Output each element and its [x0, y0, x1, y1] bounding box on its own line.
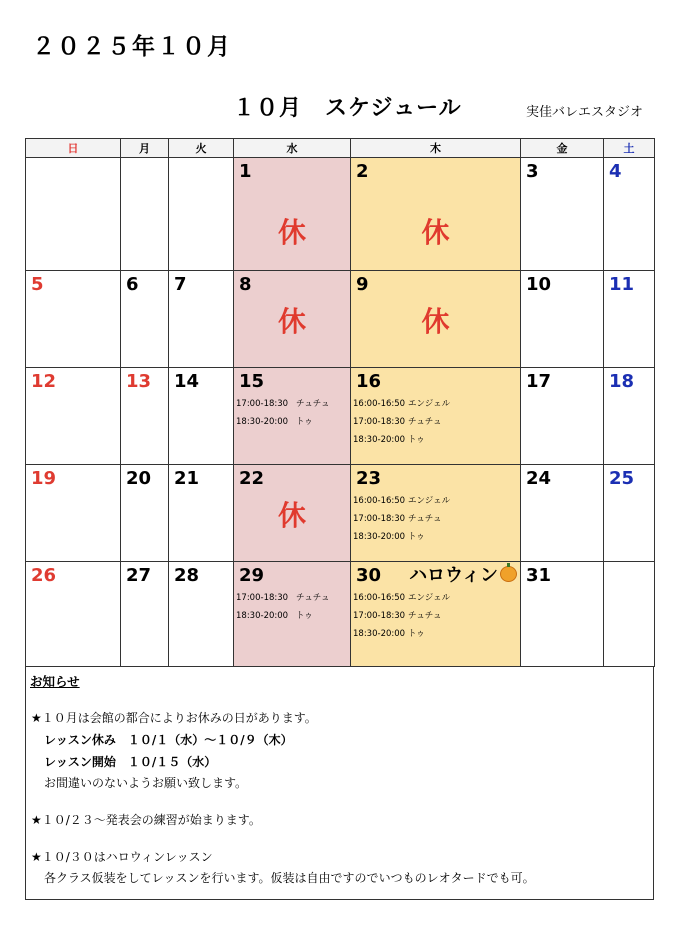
notice-line: ★１０月は会館の都合によりお休みの日があります。: [31, 711, 317, 725]
class-list: [353, 395, 520, 449]
day-cell-22: [234, 465, 351, 562]
day-cell-10: [521, 271, 604, 368]
day-number: 13: [126, 371, 152, 393]
week-row-2: [26, 271, 655, 368]
class-entry: [353, 589, 520, 607]
notice-line: ★１０/３０はハロウィンレッスン: [31, 850, 213, 864]
closed-label: 休: [277, 216, 306, 250]
class-entry: [353, 510, 520, 528]
day-cell-empty: [26, 158, 121, 271]
day-number: 23: [356, 468, 382, 490]
day-number: 22: [239, 468, 265, 490]
calendar-table: [25, 138, 655, 667]
class-entry: [353, 413, 520, 431]
day-number: 25: [609, 468, 635, 490]
day-number: 19: [31, 468, 57, 490]
class-time: 17:00-18:30: [236, 592, 289, 603]
class-entry: [353, 431, 520, 449]
class-time: 18:30-20:00: [353, 532, 406, 543]
weekday-sat: 土: [604, 139, 655, 158]
class-entry: [353, 395, 520, 413]
class-entry: [236, 413, 350, 431]
class-name: チュチュ: [408, 514, 442, 525]
day-cell-14: [169, 368, 234, 465]
class-name: エンジェル: [408, 496, 451, 507]
day-number: 17: [526, 371, 552, 393]
day-number: 14: [174, 371, 200, 393]
class-time: 18:30-20:00: [353, 435, 406, 446]
day-number: 29: [239, 564, 265, 586]
week-row-1: [26, 158, 655, 271]
weekday-thu: 木: [351, 139, 521, 158]
day-cell-30: [351, 561, 521, 666]
day-cell-6: [121, 271, 169, 368]
class-time: 17:00-18:30: [236, 399, 289, 410]
day-cell-27: [121, 561, 169, 666]
day-cell-12: [26, 368, 121, 465]
day-cell-2: [351, 158, 521, 271]
day-cell-28: [169, 561, 234, 666]
weekday-sun: 日: [26, 139, 121, 158]
day-cell-19: [26, 465, 121, 562]
day-number: 4: [609, 161, 622, 183]
day-number: 12: [31, 371, 57, 393]
schedule-title: １０月 スケジュール: [233, 96, 462, 121]
day-cell-16: [351, 368, 521, 465]
closed-label: 休: [421, 216, 450, 250]
class-name: トゥ: [408, 628, 425, 639]
day-number: 7: [174, 274, 187, 296]
notice-line: 各クラス仮装をしてレッスンを行います。仮装は自由ですのでいつものレオタードでも可。: [44, 871, 535, 885]
notice-box: [25, 666, 654, 900]
day-cell-8: [234, 271, 351, 368]
weekday-wed: 水: [234, 139, 351, 158]
day-number: 31: [526, 564, 552, 586]
day-number: 11: [609, 274, 635, 296]
day-number: 8: [239, 274, 252, 296]
class-name: チュチュ: [296, 399, 330, 410]
notice-line: レッスン休み １０/１（水）〜１０/９（木）: [44, 733, 293, 747]
class-time: 18:30-20:00: [236, 610, 289, 621]
day-cell-24: [521, 465, 604, 562]
day-cell-23: [351, 465, 521, 562]
day-cell-4: [604, 158, 655, 271]
weekday-header-row: [26, 139, 655, 158]
class-name: エンジェル: [408, 399, 451, 410]
day-number: 2: [356, 161, 369, 183]
closed-label: 休: [421, 305, 450, 339]
class-name: トゥ: [408, 532, 425, 543]
day-cell-empty: [604, 561, 655, 666]
day-cell-5: [26, 271, 121, 368]
day-number: 6: [126, 274, 139, 296]
day-cell-20: [121, 465, 169, 562]
day-number: 30: [356, 564, 382, 586]
class-list: [236, 589, 350, 625]
class-list: [236, 395, 350, 431]
class-entry: [236, 395, 350, 413]
day-cell-empty: [169, 158, 234, 271]
day-cell-3: [521, 158, 604, 271]
day-cell-21: [169, 465, 234, 562]
day-number: 15: [239, 371, 265, 393]
class-entry: [353, 528, 520, 546]
class-name: チュチュ: [408, 610, 442, 621]
day-cell-25: [604, 465, 655, 562]
class-list: [353, 492, 520, 546]
class-time: 18:30-20:00: [236, 417, 289, 428]
day-number-with-event: [356, 566, 520, 586]
class-time: 16:00-16:50: [353, 592, 406, 603]
day-number: 10: [526, 274, 552, 296]
class-entry: [353, 625, 520, 643]
week-row-5: [26, 561, 655, 666]
day-number: 21: [174, 468, 200, 490]
week-row-4: [26, 465, 655, 562]
weekday-fri: 金: [521, 139, 604, 158]
day-cell-17: [521, 368, 604, 465]
class-time: 16:00-16:50: [353, 496, 406, 507]
day-number: 9: [356, 274, 369, 296]
day-number: 1: [239, 161, 252, 183]
day-number: 24: [526, 468, 552, 490]
day-number: 3: [526, 161, 539, 183]
day-cell-7: [169, 271, 234, 368]
weekday-mon: 月: [121, 139, 169, 158]
day-number: 18: [609, 371, 635, 393]
closed-label: 休: [277, 499, 306, 533]
day-cell-1: [234, 158, 351, 271]
class-time: 17:00-18:30: [353, 417, 406, 428]
day-number: 28: [174, 564, 200, 586]
class-entry: [236, 589, 350, 607]
class-name: チュチュ: [408, 417, 442, 428]
class-list: [353, 589, 520, 643]
day-number: 5: [31, 274, 44, 296]
halloween-label: ハロウィン: [409, 564, 498, 586]
day-cell-26: [26, 561, 121, 666]
day-cell-15: [234, 368, 351, 465]
page-heading: ２０２５年１０月: [32, 34, 232, 60]
class-entry: [353, 607, 520, 625]
class-entry: [353, 492, 520, 510]
class-entry: [236, 607, 350, 625]
class-time: 17:00-18:30: [353, 610, 406, 621]
notice-line: レッスン開始 １０/１５（水）: [44, 755, 217, 769]
day-number: 20: [126, 468, 152, 490]
class-time: 18:30-20:00: [353, 628, 406, 639]
class-name: トゥ: [296, 417, 313, 428]
day-cell-13: [121, 368, 169, 465]
closed-label: 休: [277, 305, 306, 339]
class-name: トゥ: [408, 435, 425, 446]
day-cell-31: [521, 561, 604, 666]
day-cell-18: [604, 368, 655, 465]
class-name: エンジェル: [408, 592, 451, 603]
notice-heading: お知らせ: [30, 674, 80, 689]
day-cell-empty: [121, 158, 169, 271]
week-row-3: [26, 368, 655, 465]
day-number: 27: [126, 564, 152, 586]
day-cell-11: [604, 271, 655, 368]
studio-name: 実佳バレエスタジオ: [526, 105, 644, 120]
class-name: トゥ: [296, 610, 313, 621]
class-name: チュチュ: [296, 592, 330, 603]
day-cell-9: [351, 271, 521, 368]
day-number: 26: [31, 564, 57, 586]
notice-line: ★１０/２３〜発表会の練習が始まります。: [31, 813, 261, 827]
weekday-tue: 火: [169, 139, 234, 158]
class-time: 17:00-18:30: [353, 514, 406, 525]
notice-line: お間違いのないようお願い致します。: [44, 776, 248, 790]
day-number: 16: [356, 371, 382, 393]
class-time: 16:00-16:50: [353, 399, 406, 410]
day-cell-29: [234, 561, 351, 666]
pumpkin-icon: [500, 566, 517, 582]
